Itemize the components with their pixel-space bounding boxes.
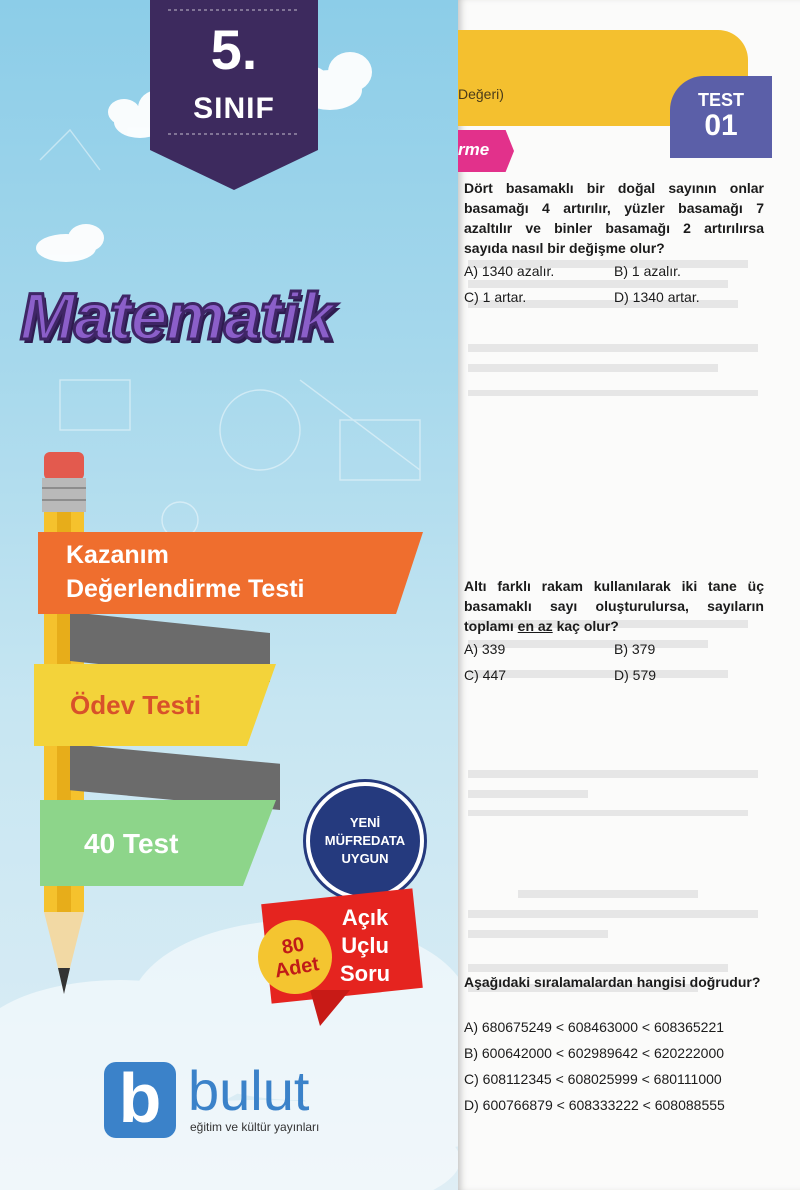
promo-count-word: Adet [273, 953, 321, 983]
seal-line3: UYGUN [341, 851, 389, 866]
question-2-text-end: kaç olur? [552, 618, 619, 634]
promo-line2: Uçlu [341, 933, 389, 958]
option-b[interactable]: B) 600642000 < 602989642 < 620222000 [464, 1045, 725, 1061]
option-d[interactable]: D) 1340 artar. [614, 289, 700, 305]
curriculum-seal [306, 782, 424, 900]
option-c[interactable]: C) 608112345 < 608025999 < 680111000 [464, 1071, 722, 1087]
test-number: 01 [704, 109, 738, 142]
option-b[interactable]: B) 1 azalır. [614, 263, 681, 279]
header-crumb: Değeri) [458, 86, 504, 102]
option-c[interactable]: C) 447 [464, 667, 507, 683]
publisher-name: bulut [188, 1059, 310, 1122]
option-a[interactable]: A) 680675249 < 608463000 < 608365221 [464, 1019, 725, 1035]
option-a[interactable]: A) 339 [464, 641, 506, 657]
option-a[interactable]: A) 1340 azalır. [464, 263, 555, 279]
question-2-text-start: Altı farklı rakam kullanılarak iki tane üç basamaklı sayı oluşturulursa, sayıların toplamı [464, 578, 764, 634]
question-1-options [464, 258, 764, 310]
ribbon-yellow-text: Ödev Testi [70, 690, 202, 720]
question-2-text [464, 576, 764, 636]
question-2-emphasis: en az [517, 618, 553, 634]
promo-tail [300, 990, 360, 1030]
promo-line1: Açık [341, 905, 389, 930]
book-title: Matematik [20, 279, 334, 353]
promo-count-number: 80 [280, 933, 306, 959]
question-2-options [464, 636, 764, 688]
test-badge [670, 76, 772, 158]
promo-line3: Soru [340, 961, 391, 986]
grade-word: SINIF [193, 92, 275, 125]
ribbon-green-text: 40 Test [84, 828, 179, 859]
seal-line1: YENİ [349, 815, 381, 830]
option-c[interactable]: C) 1 artar. [464, 289, 527, 305]
ribbon-orange-line2: Değerlendirme Testi [66, 575, 305, 603]
publisher-tagline: eğitim ve kültür yayınları [190, 1120, 320, 1134]
ribbon-orange-text [66, 538, 305, 606]
ribbon-orange-line1: Kazanım [66, 541, 169, 569]
section-tab-text: rme [458, 140, 490, 159]
test-sheet [458, 0, 800, 1190]
question-3-text: Aşağıdaki sıralamalardan hangisi doğrudur? [464, 974, 761, 990]
publisher-logo-icon: b [104, 1062, 176, 1138]
grade-number: 5. [210, 18, 258, 81]
option-d[interactable]: D) 600766879 < 608333222 < 608088555 [464, 1097, 725, 1113]
promo-text [340, 904, 390, 988]
option-d[interactable]: D) 579 [614, 667, 657, 683]
seal-line2: MÜFREDATA [324, 833, 406, 848]
test-label: TEST [697, 90, 744, 110]
option-b[interactable]: B) 379 [614, 641, 656, 657]
question-3-options [464, 1014, 774, 1118]
question-1-text: Dört basamaklı bir doğal sayının onlar basamağı 4 artırılır, yüzler basamağı 7 azaltılır ve binler basamağı 2 artırılırsa sayıda nasıl bir değişme olur? [464, 180, 764, 256]
